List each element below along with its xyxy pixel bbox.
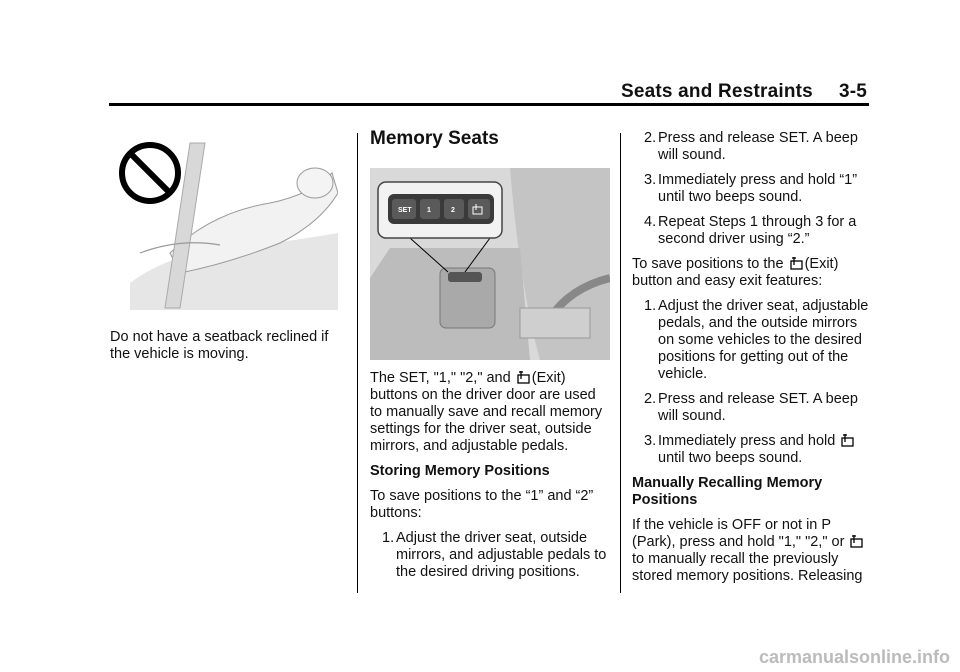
door-button-cluster [448,272,482,282]
exit-icon [850,535,863,548]
store-intro: To save positions to the “1” and “2” buttons: [370,488,594,521]
list-item: 2. Press and release SET. A beep will sound. [644,391,858,424]
warning-text: Do not have a seatback reclined if the vehicle is moving. [110,329,329,362]
section-title: Seats and Restraints [620,81,813,102]
column-divider [620,133,621,593]
list-item: 3. Immediately press and hold until two beeps sound. [632,433,872,467]
list-item: 1. Adjust the driver seat, adjustable pedals, and the outside mirrors on some vehicles to the desired positions for getting out of the vehicle. [644,298,869,382]
button-2-label: 2 [451,207,455,214]
running-header [621,81,867,103]
list-item: 3. Immediately press and hold “1” until two beeps sound. [644,172,858,205]
list-item: 4. Repeat Steps 1 through 3 for a second driver using “2.” [644,214,857,247]
column-3 [632,130,872,593]
reclined-seat-warning-illustration [110,133,338,310]
column-1 [110,329,340,371]
exit-icon [841,434,854,447]
watermark: carmanualsonline.info [758,647,950,667]
list-item: 1. Adjust the driver seat, outside mirrors, and adjustable pedals to the desired driving positions. [382,530,607,580]
subheading-recalling: Manually Recalling Memory Positions [632,475,823,508]
set-button-label: SET [398,207,412,214]
section-heading: Memory Seats [370,128,499,149]
column-divider [357,133,358,593]
exit-icon [790,257,803,270]
column-2-body [370,370,610,589]
button-1-label: 1 [427,207,431,214]
column-2 [370,130,610,155]
page-number: 3-5 [838,81,867,102]
memory-buttons-door-illustration [370,168,610,360]
exit-intro: To save positions to the (Exit) button and easy exit features: [632,256,839,289]
exit-icon [517,371,530,384]
intro-paragraph: The SET, "1," "2," and (Exit) buttons on the driver door are used to manually save and recall memory settings for the driver seat, outside mirrors, and adjustable pedals. [370,370,603,454]
recall-paragraph: If the vehicle is OFF or not in P (Park), press and hold "1," "2," or to manually recall the previously stored memory positions. Releasing [632,517,863,584]
list-item: 2. Press and release SET. A beep will sound. [644,130,858,163]
subheading-storing: Storing Memory Positions [370,463,550,479]
header-rule [109,103,869,106]
